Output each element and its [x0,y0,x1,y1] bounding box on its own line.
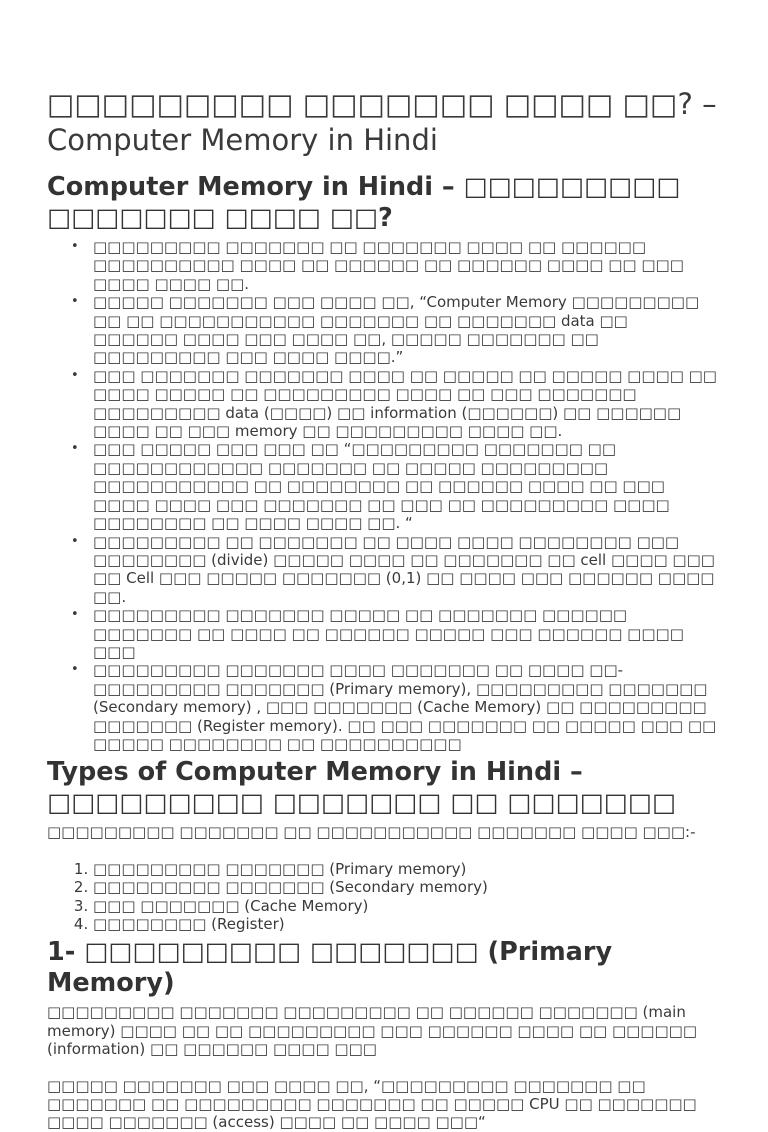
spacer [47,842,717,860]
spacer [47,1059,717,1077]
list-item: • □□□□□□□□□ □□ □□□□□□□ □□ □□□□ □□□□ □□□□□□□□ □□□ □□□□□□□□ (divide) □□□□□ □□□□ □□ □□□□□□□ □□ cell □□□□ □□□ □□ Cell □□□ □□□□□ □□□□□□□ (0,1) □□ □□□□ □□□ □□□□□□ □□□□ □□. [93,533,717,607]
section-heading-what-is-memory: Computer Memory in Hindi – □□□□□□□□□ □□□□□□□ □□□□ □□? [47,172,681,233]
list-item: • □□□□□□□□□ □□□□□□□ □□□□□ □□ □□□□□□□ □□□□□□ □□□□□□□ □□ □□□□ □□ □□□□□□ □□□□□ □□□ □□□□□□ □□□□ □□□ [93,606,717,661]
primary-memory-definition: □□□□□ □□□□□□□ □□□ □□□□ □□, “□□□□□□□□□ □□□□□□□ □□ □□□□□□□ □□ □□□□□□□□□ □□□□□□□ □□ □□□□□ CPU □□ □□□□□□□ □□□□ □□□□□□□ (access) □□□□ □□ □□□□ □□□“ [47,1076,697,1132]
section-heading-primary-memory: 1- □□□□□□□□□ □□□□□□□ (Primary Memory) [47,937,613,999]
list-item: • □□□□□□□□□ □□□□□□□ □□ □□□□□□□ □□□□ □□ □□□□□□ □□□□□□□□□□ □□□□ □□ □□□□□□ □□ □□□□□□ □□□□ □□ □□□ □□□□ □□□□ □□. [93,238,717,293]
list-item: • □□□□□□□□□ □□□□□□□ □□□□ □□□□□□□ □□ □□□□ □□- □□□□□□□□□ □□□□□□□ (Primary memory), □□□□□□□□□ □□□□□□□ (Secondary memory) , □□□ □□□□□□□ (Cache Memory) □□ □□□□□□□□□ □□□□□□□ (Register memory). □□ □□□ □□□□□□□ □□ □□□□□ □□□ □□ □□□□□ □□□□□□□□ □□ □□□□□□□□□□ [93,661,717,753]
memory-types-list [47,860,717,934]
types-intro: □□□□□□□□□ □□□□□□□ □□ □□□□□□□□□□□ □□□□□□□ □□□□ □□□:- [47,823,696,842]
list-item: • □□□ □□□□□ □□□ □□□ □□ “□□□□□□□□□ □□□□□□□ □□ □□□□□□□□□□□□ □□□□□□□ □□ □□□□□ □□□□□□□□□ □□□□□□□□□□□ □□ □□□□□□□□ □□ □□□□□□ □□□□ □□ □□□ □□□□ □□□□ □□□ □□□□□□□ □□ □□□ □□ □□□□□□□□□ □□□□ □□□□□□□□ □□ □□□□ □□□□ □□. “ [93,440,717,532]
list-item: 4. □□□□□□□□ (Register) [93,915,717,933]
definition-bullet-list [47,238,717,753]
section-heading-types: Types of Computer Memory in Hindi – □□□□□□□□□ □□□□□□□ □□ □□□□□□□ [47,757,676,819]
primary-memory-paragraph: □□□□□□□□□ □□□□□□□ □□□□□□□□□ □□ □□□□□□ □□□□□□□ (main memory) □□□□ □□ □□ □□□□□□□□□ □□□ □□□□□□ □□□□ □□ □□□□□□ (information) □□ □□□□□□ □□□□ □□□ [47,1003,697,1059]
list-item: 3. □□□ □□□□□□□ (Cache Memory) [93,897,717,915]
list-item: 2. □□□□□□□□□ □□□□□□□ (Secondary memory) [93,878,717,896]
article [47,86,717,1132]
list-item: • □□□ □□□□□□□ □□□□□□□ □□□□ □□ □□□□□ □□ □□□□□ □□□□ □□ □□□□ □□□□□ □□ □□□□□□□□□ □□□□ □□ □□□ □□□□□□□ □□□□□□□□□ data (□□□□) □□ information (□□□□□□) □□ □□□□□□ □□□□ □□ □□□ memory □□ □□□□□□□□□ □□□□ □□. [93,367,717,441]
page-title: □□□□□□□□□ □□□□□□□ □□□□ □□? – Computer Memory in Hindi [47,87,717,157]
list-item: • □□□□□ □□□□□□□ □□□ □□□□ □□, “Computer Memory □□□□□□□□□ □□ □□ □□□□□□□□□□□ □□□□□□□ □□ □□□□□□□ data □□ □□□□□□ □□□□ □□□ □□□□ □□, □□□□□ □□□□□□□ □□ □□□□□□□□□ □□□ □□□□ □□□□.” [93,293,717,367]
list-item: 1. □□□□□□□□□ □□□□□□□ (Primary memory) [93,860,717,878]
